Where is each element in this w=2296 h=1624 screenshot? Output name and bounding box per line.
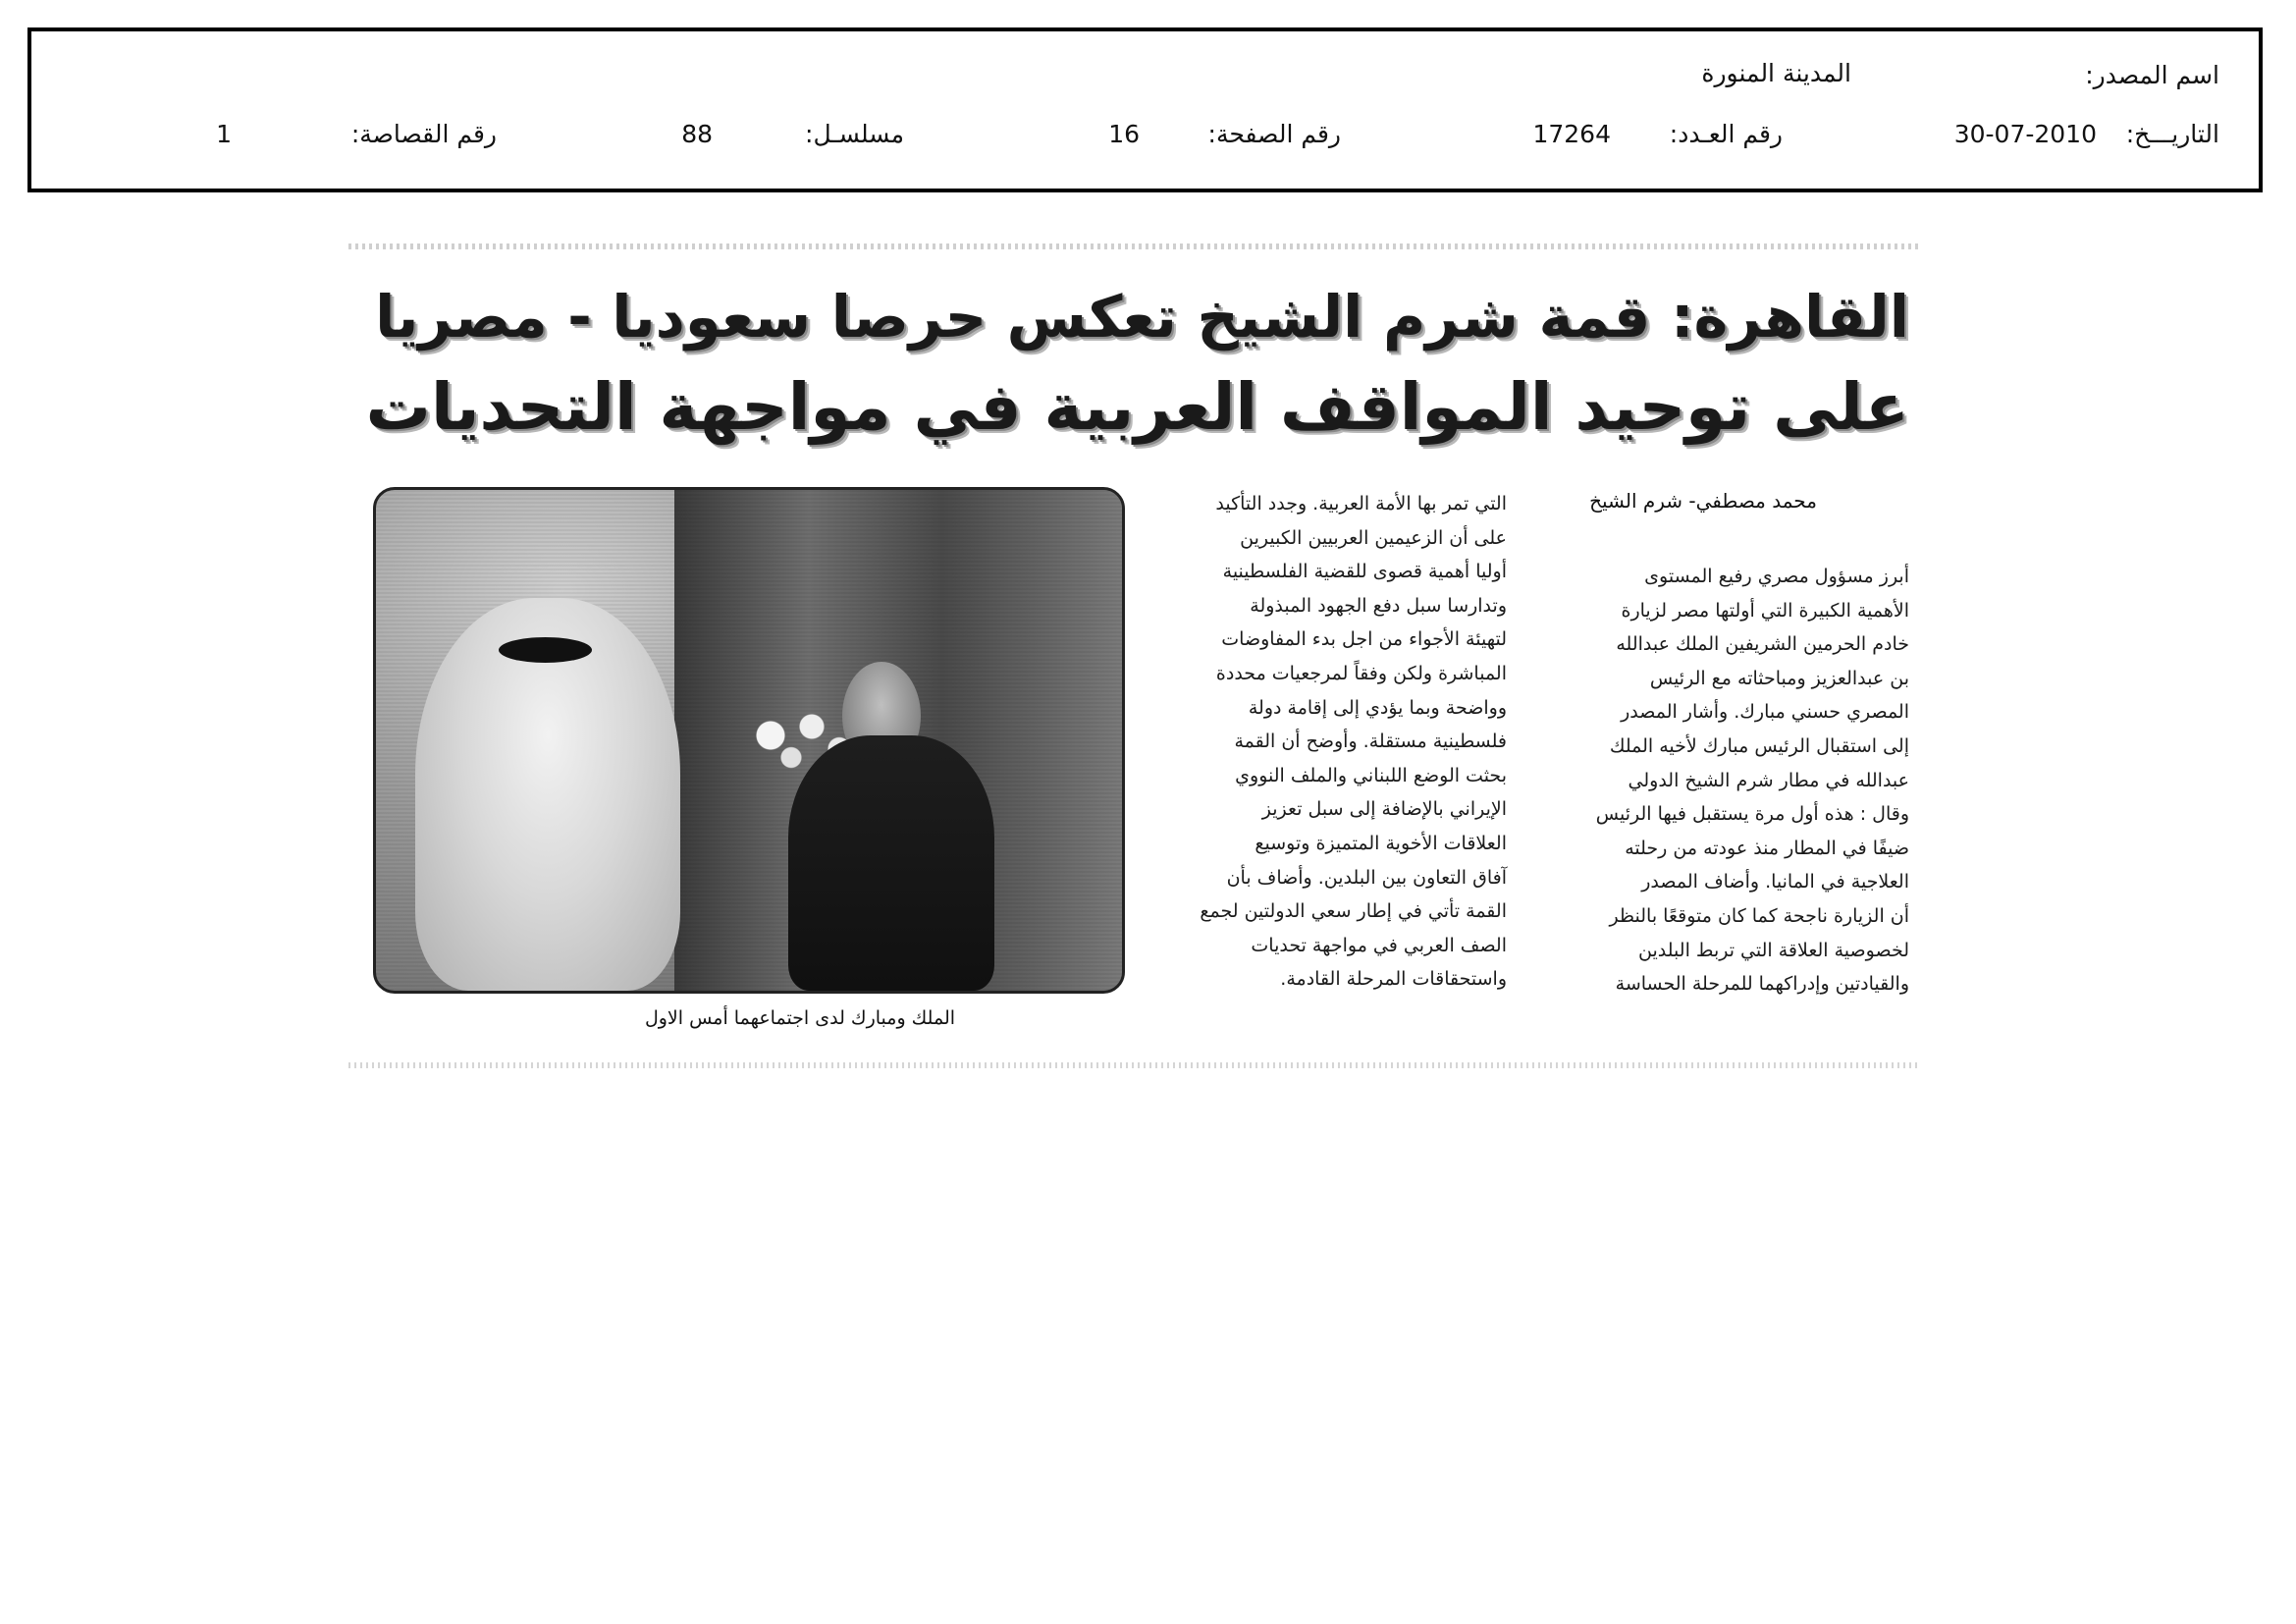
date-value: 30-07-2010: [1953, 120, 2097, 148]
photo-caption: الملك ومبارك لدى اجتماعهما أمس الاول: [644, 1007, 956, 1029]
serial-label: مسلسـل:: [805, 120, 904, 148]
column-2-line: وتدارسا سبل دفع الجهود المبذولة: [1250, 594, 1507, 617]
article-photo: [373, 487, 1125, 994]
clipping-top-edge: [348, 244, 1919, 249]
column-2-line: بحثت الوضع اللبناني والملف النووي: [1235, 764, 1507, 786]
issue-label: رقم العـدد:: [1669, 120, 1783, 148]
column-1-line: العلاجية في المانيا. وأضاف المصدر: [1641, 871, 1909, 893]
source-value: المدينة المنورة: [1701, 59, 1851, 87]
article-column-2: [1144, 487, 1507, 997]
headline-line-1: القاهرة: قمة شرم الشيخ تعكس حرصا سعوديا - مصريا: [375, 283, 1909, 351]
column-1-line: الأهمية الكبيرة التي أولتها مصر لزيارة: [1621, 599, 1909, 622]
column-1-line: وقال : هذه أول مرة يستقبل فيها الرئيس: [1595, 803, 1909, 826]
source-label: اسم المصدر:: [2085, 61, 2219, 89]
serial-value: 88: [681, 120, 713, 148]
photo-agal-headband: [499, 637, 592, 663]
column-2-line: وواضحة وبما يؤدي إلى إقامة دولة: [1248, 696, 1507, 719]
headline-line-2: على توحيد المواقف العربية في مواجهة التحديات: [365, 369, 1909, 445]
column-2-line: أوليا أهمية قصوى للقضية الفلسطينية: [1222, 561, 1507, 583]
column-1-line: المصري حسني مبارك. وأشار المصدر: [1621, 701, 1909, 724]
column-2-line: القمة تأتي في إطار سعي الدولتين لجمع: [1200, 900, 1507, 923]
column-2-line: واستحقاقات المرحلة القادمة.: [1280, 968, 1507, 991]
column-1-line: والقيادتين وإدراكهما للمرحلة الحساسة: [1615, 973, 1909, 996]
column-1-line: لخصوصية العلاقة التي تربط البلدين: [1638, 939, 1909, 961]
column-1-line: أبرز مسؤول مصري رفيع المستوى: [1644, 566, 1909, 587]
date-label: التاريـــخ:: [2125, 120, 2219, 148]
column-2-line: على أن الزعيمين العربيين الكبيرين: [1240, 526, 1507, 549]
newspaper-clipping: [348, 244, 1919, 1068]
column-2-line: لتهيئة الأجواء من اجل بدء المفاوضات: [1221, 628, 1507, 651]
column-2-line: فلسطينية مستقلة. وأوضح أن القمة: [1234, 731, 1507, 753]
column-2-line: التي تمر بها الأمة العربية. وجدد التأكيد: [1215, 493, 1507, 514]
column-1-line: ضيفًا في المطار منذ عودته من رحلته: [1625, 837, 1909, 859]
column-1-line: بن عبدالعزيز ومباحثاته مع الرئيس: [1649, 667, 1909, 689]
column-2-line: الصف العربي في مواجهة تحديات: [1251, 934, 1507, 956]
column-2-line: الإيراني بالإضافة إلى سبل تعزيز: [1261, 798, 1507, 821]
clip-value: 1: [216, 120, 232, 148]
issue-value: 17264: [1532, 120, 1611, 148]
column-1-line: أن الزيارة ناجحة كما كان متوقعًا بالنظر: [1609, 904, 1909, 927]
clip-label: رقم القصاصة:: [350, 120, 497, 148]
column-2-line: العلاقات الأخوية المتميزة وتوسيع: [1255, 832, 1507, 854]
column-1-line: إلى استقبال الرئيس مبارك لأخيه الملك: [1609, 734, 1909, 757]
column-2-line: آفاق التعاون بين البلدين. وأضاف بأن: [1226, 866, 1507, 889]
column-2-line: المباشرة ولكن وفقاً لمرجعيات محددة: [1215, 662, 1507, 684]
clipping-bottom-edge: [348, 1062, 1919, 1068]
column-1-line: عبدالله في مطار شرم الشيخ الدولي: [1628, 769, 1909, 791]
byline: محمد مصطفي- شرم الشيخ: [1589, 489, 1817, 513]
column-1-line: خادم الحرمين الشريفين الملك عبدالله: [1616, 633, 1909, 656]
page-value: 16: [1108, 120, 1140, 148]
page-label: رقم الصفحة:: [1207, 120, 1341, 148]
clipping-metadata-box: [27, 27, 2263, 192]
photo-person-in-suit: [788, 735, 994, 991]
article-column-1: [1546, 560, 1909, 1001]
